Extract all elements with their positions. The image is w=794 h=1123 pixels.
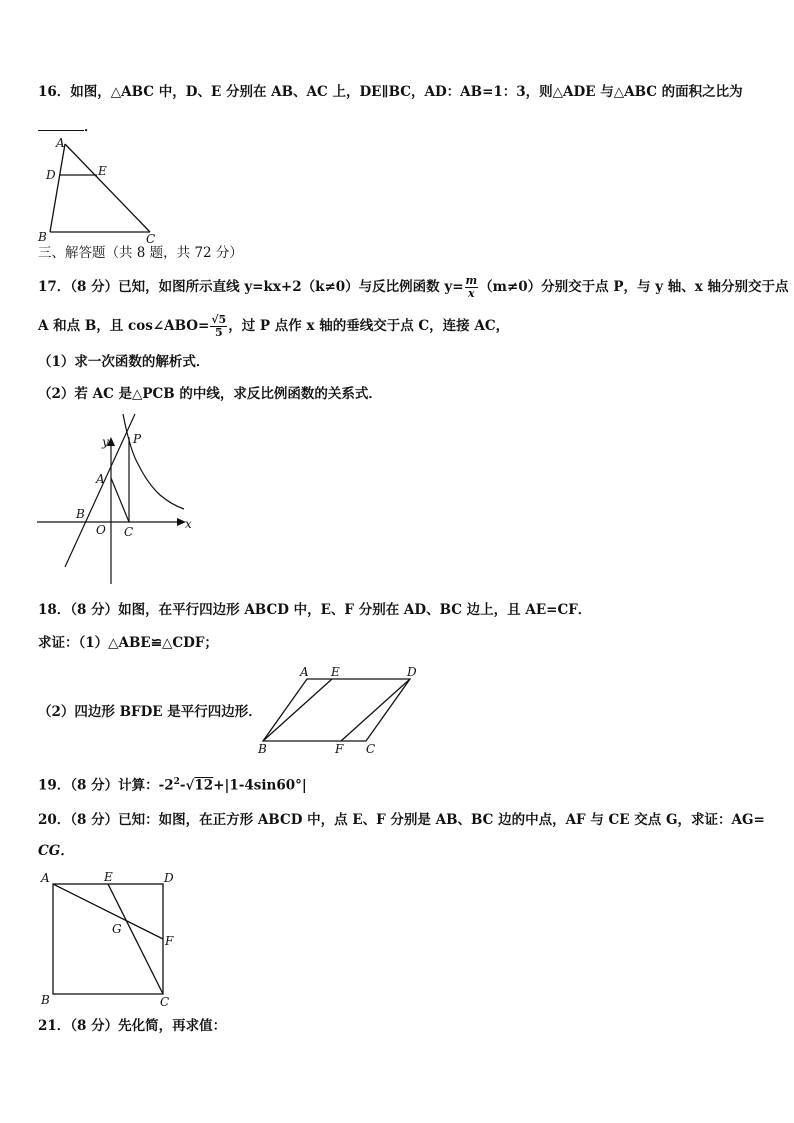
- q18-part2: （2）四边形 BFDE 是平行四边形．: [38, 704, 262, 720]
- frac-numerator: m: [465, 274, 478, 287]
- q17-part1: （1）求一次函数的解析式．: [38, 354, 210, 370]
- q19-line: [38, 773, 307, 795]
- q17-line2-a: A 和点 B，且 cos∠ABO=: [38, 318, 210, 334]
- label-C: C: [366, 742, 376, 756]
- frac-numerator: √5: [211, 313, 227, 326]
- label-C: C: [124, 525, 134, 539]
- label-A: A: [96, 472, 105, 486]
- q17-line1-a: 17．（8 分）已知，如图所示直线 y=kx+2（k≠0）与反比例函数 y=: [38, 279, 464, 295]
- q17-part2: （2）若 AC 是△PCB 的中线，求反比例函数的关系式．: [38, 386, 382, 402]
- label-A: A: [56, 136, 65, 150]
- q19-sqrt-radicand: 12: [194, 777, 214, 794]
- label-D: D: [46, 168, 56, 182]
- label-C: C: [160, 995, 170, 1009]
- q16-text: 16．如图，△ABC 中，D、E 分别在 AB、AC 上，DE∥BC，AD：AB=1：3，则△ADE 与△ABC 的面积之比为: [38, 84, 743, 100]
- label-G: G: [112, 922, 122, 936]
- q18-line1: 18．（8 分）如图，在平行四边形 ABCD 中，E、F 分别在 AD、BC 边上，且 AE=CF．: [38, 602, 592, 618]
- q21-line1: 21．（8 分）先化简，再求值：: [38, 1018, 227, 1034]
- answer-blank: [38, 118, 84, 131]
- label-F: F: [165, 934, 174, 948]
- label-O: O: [96, 523, 106, 537]
- label-E: E: [98, 164, 107, 178]
- label-C: C: [146, 232, 156, 245]
- label-B: B: [258, 742, 267, 756]
- label-y: y: [102, 435, 109, 449]
- label-B: B: [38, 230, 47, 244]
- label-x: x: [185, 517, 192, 531]
- label-A: A: [300, 665, 309, 679]
- q17-line2-b: ，过 P 点作 x 轴的垂线交于点 C，连接 AC，: [228, 318, 510, 334]
- q18-part1: 求证：（1）△ABE≌△CDF；: [38, 635, 218, 651]
- q17-cos-fraction: [210, 314, 227, 339]
- label-B: B: [41, 993, 50, 1007]
- q17-line1-b: （m≠0）分别交于点 P，与 y 轴、x 轴分别交于点: [479, 279, 789, 295]
- label-F: F: [335, 742, 344, 756]
- label-A: A: [41, 871, 50, 885]
- label-E: E: [104, 870, 113, 884]
- label-D: D: [164, 871, 174, 885]
- frac-denominator: x: [468, 287, 475, 300]
- sqrt-symbol: √: [185, 777, 195, 794]
- q16-triangle-figure: [30, 135, 160, 245]
- q17-line2: [38, 314, 509, 339]
- q18-parallelogram-figure: [250, 662, 430, 757]
- q17-line1: [38, 275, 789, 300]
- q16-tail: ．: [84, 119, 98, 135]
- frac-denominator: 5: [214, 326, 223, 339]
- label-D: D: [407, 665, 417, 679]
- q19-prefix: 19．（8 分）计算：-2: [38, 777, 174, 794]
- q17-graph-figure: [32, 412, 202, 587]
- label-P: P: [133, 432, 142, 446]
- q19-exponent: 2: [173, 777, 180, 787]
- q17-fraction-m-over-x: [465, 275, 479, 300]
- q20-line2: CG．: [38, 843, 74, 859]
- q19-tail: +|1-4sin60°|: [213, 777, 307, 794]
- label-E: E: [331, 665, 340, 679]
- q20-line1: 20．（8 分）已知：如图，在正方形 ABCD 中，点 E、F 分别是 AB、BC 边的中点，AF 与 CE 交点 G，求证：AG=: [38, 812, 765, 828]
- section-heading: 三、解答题（共 8 题，共 72 分）: [38, 245, 243, 261]
- q16-blank-line: [38, 118, 98, 136]
- q20-square-figure: [36, 868, 186, 1010]
- q19-mid: -: [179, 777, 186, 794]
- label-B: B: [76, 507, 85, 521]
